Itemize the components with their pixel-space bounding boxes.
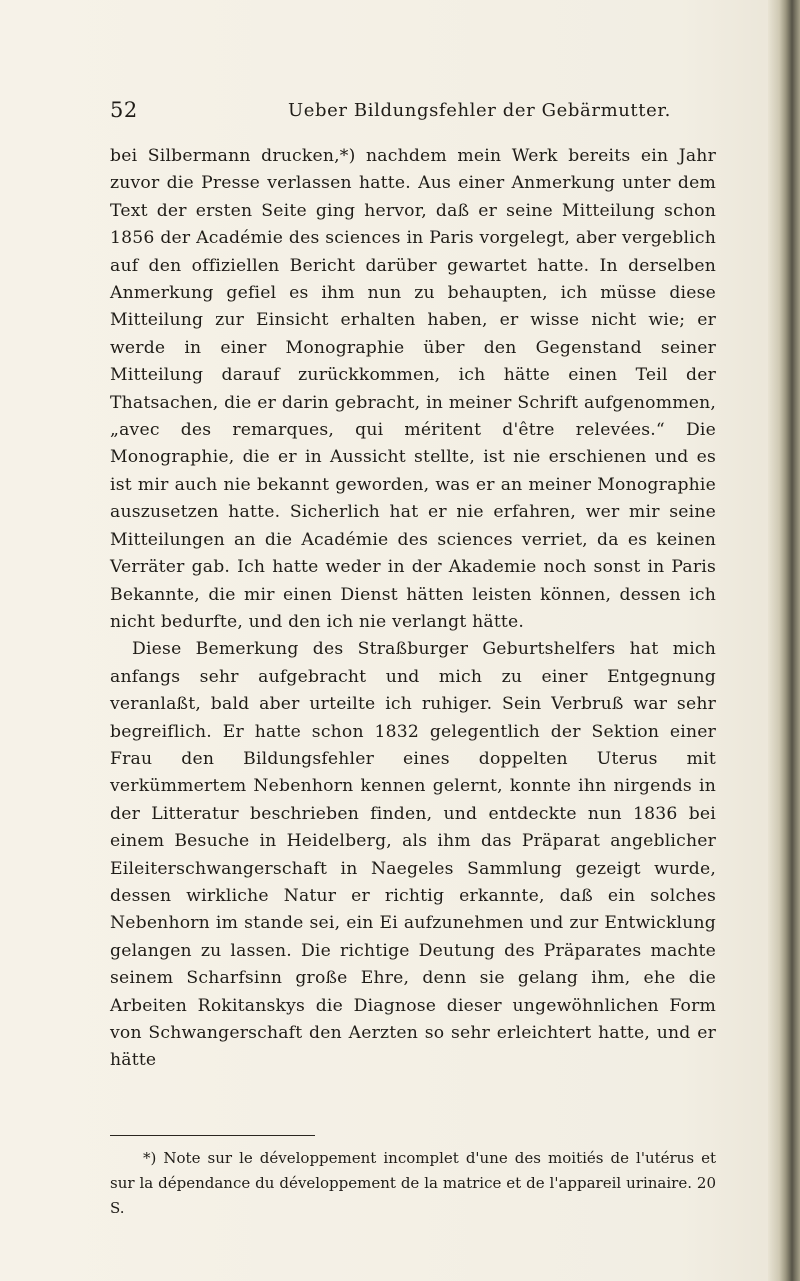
footnote: *) Note sur le développement incomplet d'une des moitiés de l'utérus et sur la dépendance du développement de la matrice et de l'appareil urinaire. 20 S.: [110, 1149, 716, 1217]
paragraph-1: bei Silbermann drucken,*) nachdem mein Werk bereits ein Jahr zuvor die Presse verlassen hatte. Aus einer Anmerkung unter dem Text der ersten Seite ging hervor, daß er seine Mitteilung schon 1856 der Académie des sciences in Paris vorgelegt, aber vergeblich auf den offiziellen Bericht darüber gewartet hatte. In derselben Anmerkung gefiel es ihm nun zu behaupten, ich müsse diese Mitteilung zur Einsicht erhalten haben, er wisse nicht wie; er werde in einer Monographie über den Gegenstand seiner Mitteilung darauf zurückkommen, ich hätte einen Teil der Thatsachen, die er darin gebracht, in meiner Schrift aufgenommen, „avec des remarques, qui méritent d'être relevées.“ Die Monographie, die er in Aussicht stellte, ist nie erschienen und es ist mir auch nie bekannt geworden, was er an meiner Monographie auszusetzen hatte. Sicherlich hat er nie erfahren, wer mir seine Mitteilungen an die Académie des sciences verriet, da es keinen Verräter gab. Ich hatte weder in der Akademie noch sonst in Paris Bekannte, die mir einen Dienst hätten leisten können, dessen ich nicht bedurfte, und den ich nie verlangt hätte.: [110, 146, 716, 632]
footnote-rule: [110, 1135, 315, 1136]
paragraph-2: Diese Bemerkung des Straßburger Geburtshelfers hat mich anfangs sehr aufgebracht und mich zu einer Entgegnung veranlaßt, bald aber urteilte ich ruhiger. Sein Verbruß war sehr begreiflich. Er hatte schon 1832 gelegentlich der Sektion einer Frau den Bildungsfehler eines doppelten Uterus mit verkümmertem Nebenhorn kennen gelernt, konnte ihn nirgends in der Litteratur beschrieben finden, und entdeckte nun 1836 bei einem Besuche in Heidelberg, als ihm das Präparat angeblicher Eileiterschwangerschaft in Naegeles Sammlung gezeigt wurde, dessen wirkliche Natur er richtig erkannte, daß ein solches Nebenhorn im stande sei, ein Ei aufzunehmen und zur Entwicklung gelangen zu lassen. Die richtige Deutung des Präparates machte seinem Scharfsinn große Ehre, denn sie gelang ihm, ehe die Arbeiten Rokitanskys die Diagnose dieser ungewöhnlichen Form von Schwangerschaft den Aerzten so sehr erleichtert hatte, und er hätte: [110, 639, 716, 1071]
page-edge-shadow: [768, 0, 800, 1281]
body-text: [110, 143, 716, 1075]
running-head: Ueber Bildungsfehler der Gebärmutter.: [288, 100, 671, 121]
page-header: [110, 98, 715, 128]
page-number: 52: [110, 98, 138, 122]
